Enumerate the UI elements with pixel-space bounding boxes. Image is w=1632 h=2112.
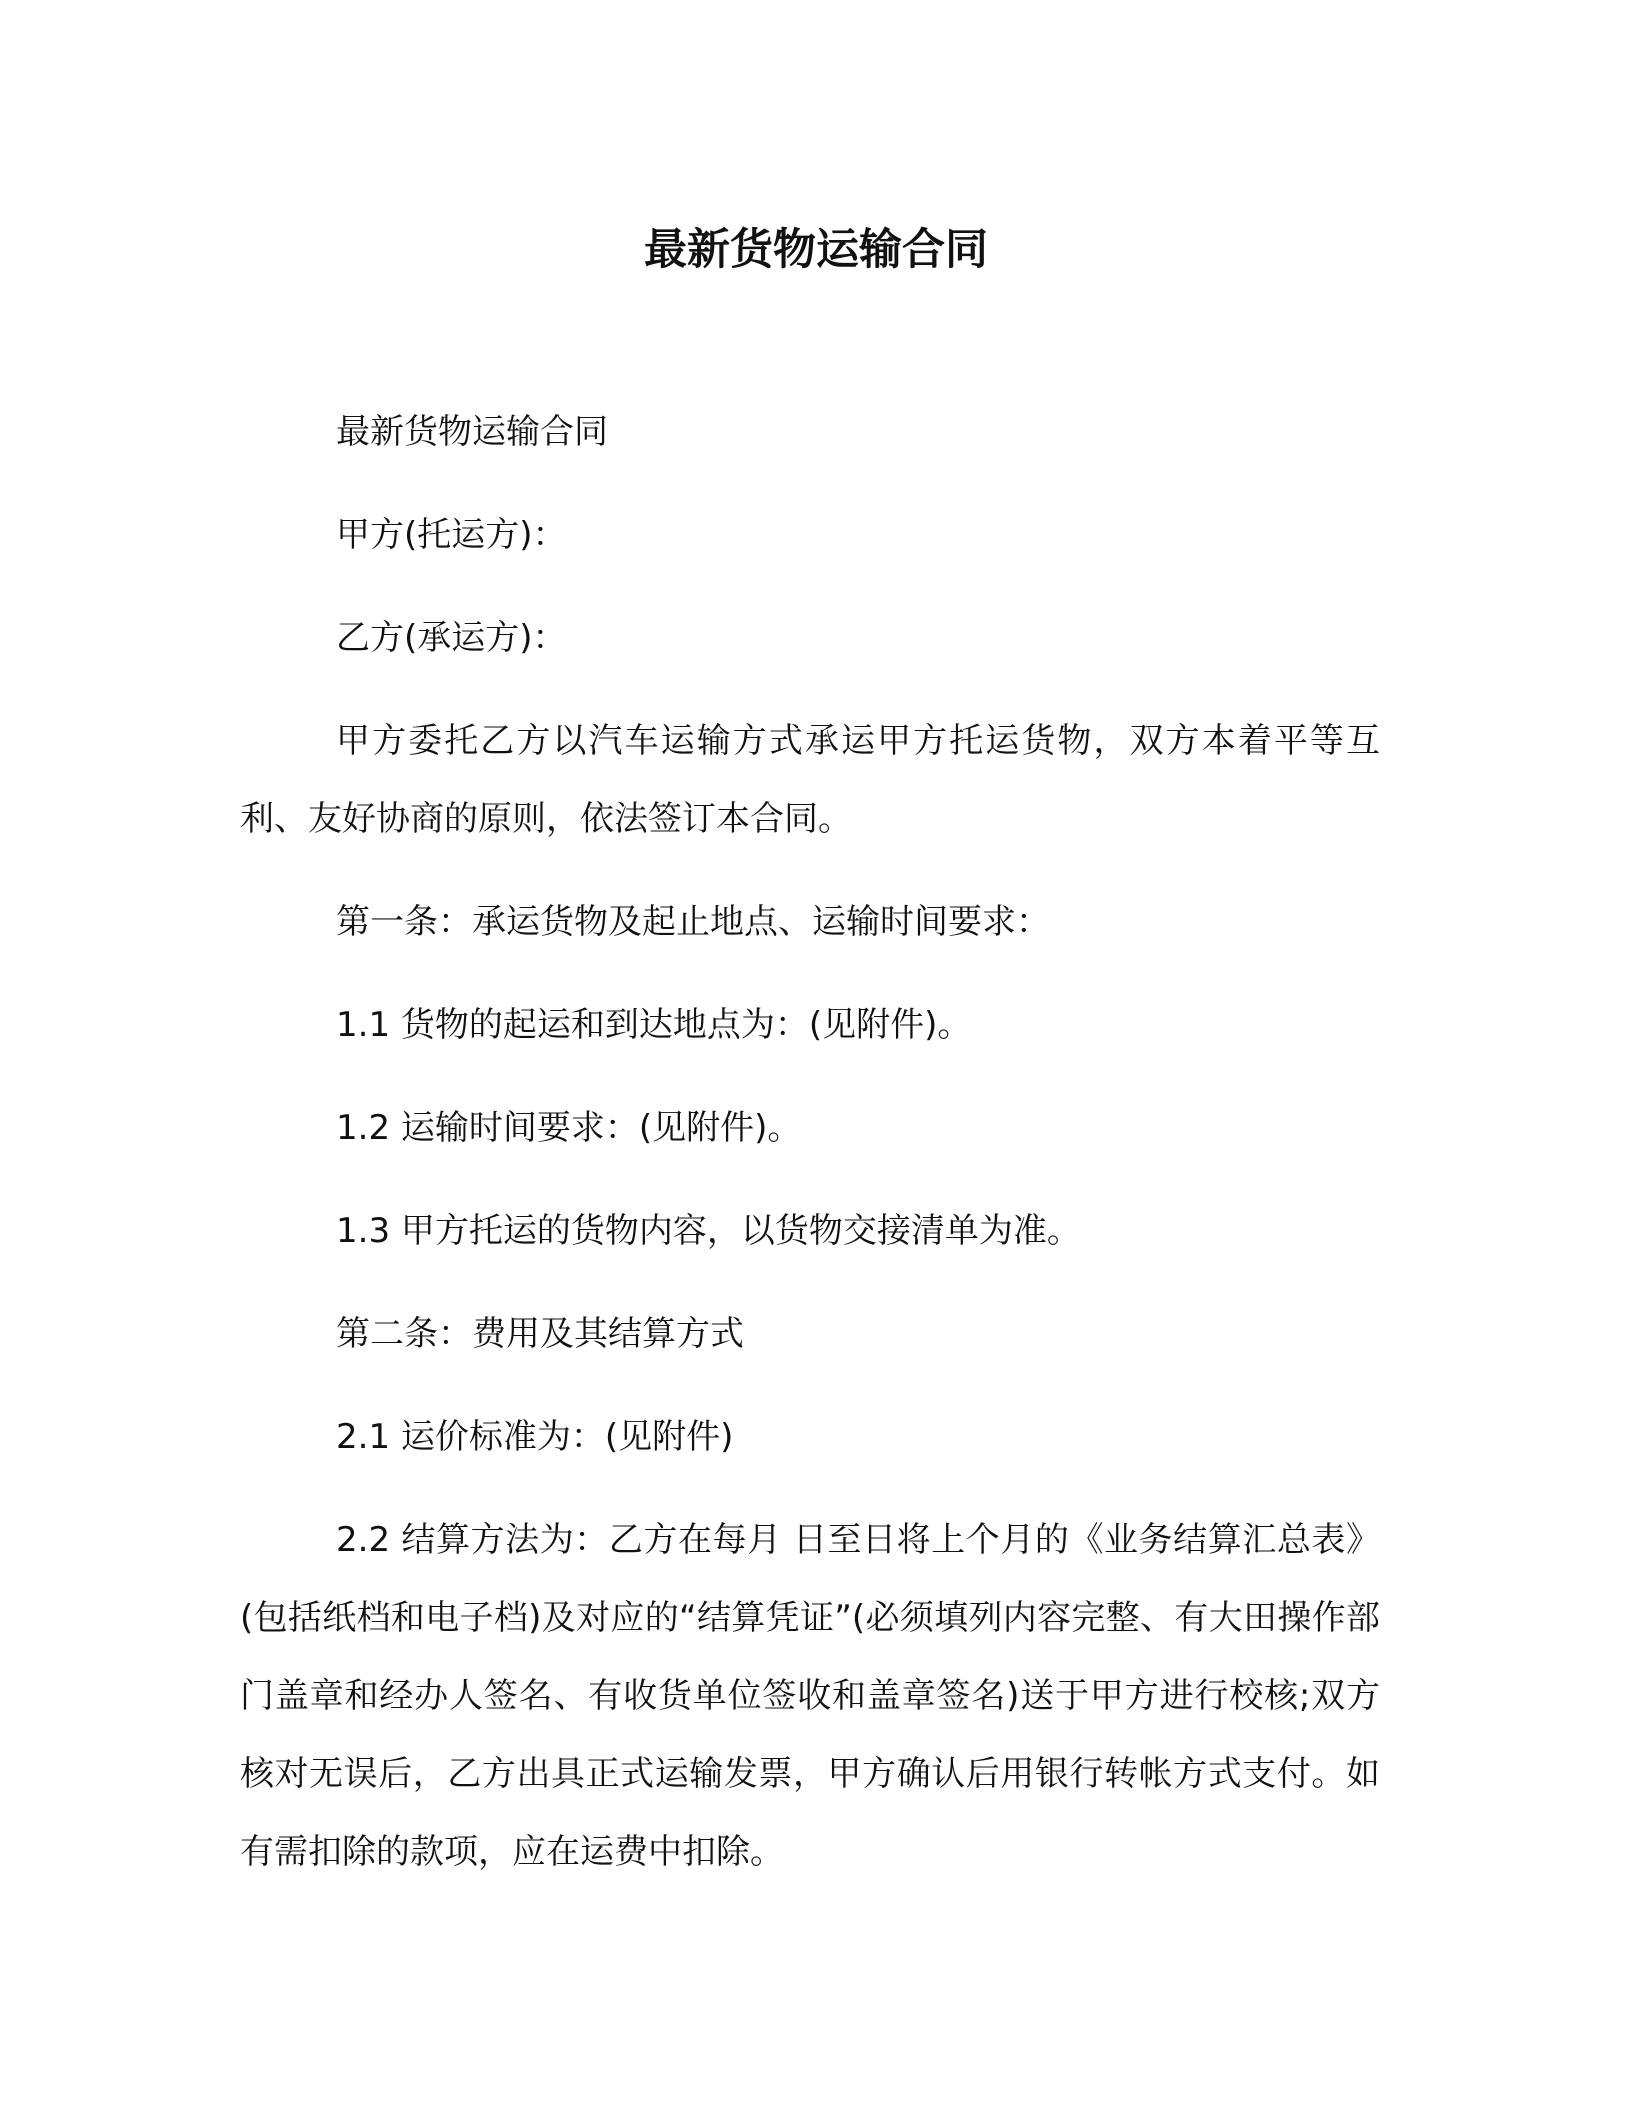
- paragraph-party-b: 乙方(承运方)：: [336, 618, 567, 658]
- paragraph-2-1: 2.1 运价标准为：(见附件): [336, 1417, 734, 1457]
- document-title: 最新货物运输合同: [644, 225, 988, 275]
- paragraph-party-a: 甲方(托运方)：: [336, 515, 567, 555]
- paragraph-1-1: 1.1 货物的起运和到达地点为：(见附件)。: [336, 1005, 972, 1045]
- paragraph-intro: 甲方委托乙方以汽车运输方式承运甲方托运货物，双方本着平等互利、友好协商的原则，依法签订本合同。: [240, 721, 1380, 839]
- paragraph-article-2: 第二条：费用及其结算方式: [336, 1314, 744, 1354]
- paragraph-2-2: 2.2 结算方法为：乙方在每月 日至日将上个月的《业务结算汇总表》(包括纸档和电子档)及对应的“结算凭证”(必须填列内容完整、有大田操作部门盖章和经办人签名、有收货单位签收和盖章签名)送于甲方进行校核;双方核对无误后，乙方出具正式运输发票，甲方确认后用银行转帐方式支付。如有需扣除的款项，应在运费中扣除。: [240, 1520, 1380, 1872]
- paragraph-1-3: 1.3 甲方托运的货物内容，以货物交接清单为准。: [336, 1211, 1081, 1251]
- paragraph-article-1: 第一条：承运货物及起止地点、运输时间要求：: [336, 902, 1050, 942]
- paragraph-heading: 最新货物运输合同: [336, 412, 608, 452]
- document-body: [240, 393, 1380, 1916]
- paragraph-1-2: 1.2 运输时间要求：(见附件)。: [336, 1108, 802, 1148]
